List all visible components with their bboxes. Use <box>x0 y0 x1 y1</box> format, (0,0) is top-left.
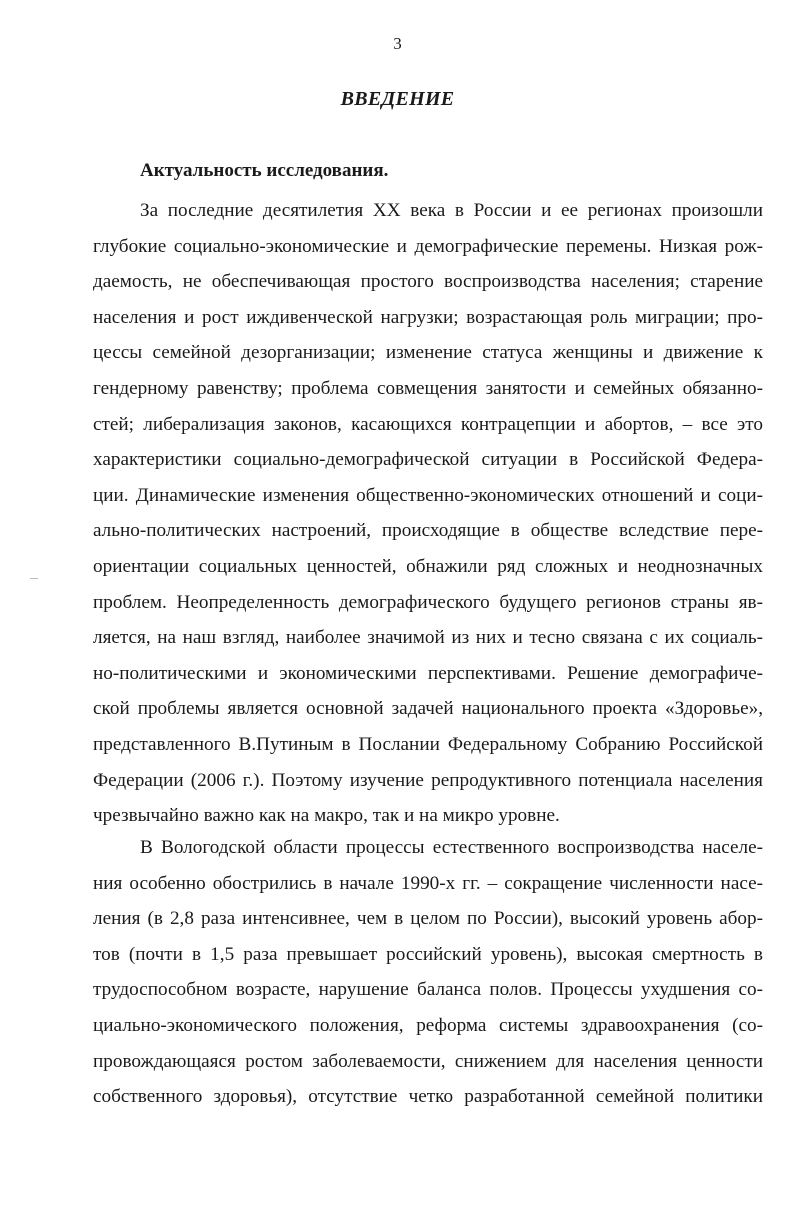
scan-margin-mark <box>30 578 38 579</box>
section-title: Актуальность исследования. <box>140 160 389 181</box>
text-line: характеристики социально-демографической ситуации в Российской Федера- <box>93 449 763 471</box>
paragraph-relevance <box>93 193 763 834</box>
text-line: даемость, не обеспечивающая простого воспроизводства населения; старение <box>93 271 763 293</box>
text-line: стей; либерализация законов, касающихся контрацепции и абортов, – все это <box>93 413 763 435</box>
text-line: цессы семейной дезорганизации; изменение статуса женщины и движение к <box>93 342 763 364</box>
text-line: ния особенно обострились в начале 1990-х гг. – сокращение численности насе- <box>93 872 763 894</box>
paragraph-vologda <box>93 830 763 1115</box>
text-line: В Вологодской области процессы естественного воспроизводства населе- <box>140 837 763 858</box>
text-line: проблем. Неопределенность демографического будущего регионов страны яв- <box>93 591 763 613</box>
text-line: За последние десятилетия XX века в России и ее регионах произошли <box>140 200 763 221</box>
text-line: провождающаяся ростом заболеваемости, снижением для населения ценности <box>93 1050 763 1072</box>
text-line: ально-политических настроений, происходящие в обществе вследствие пере- <box>93 520 763 542</box>
text-line: гендерному равенству; проблема совмещения занятости и семейных обязанно- <box>93 377 763 399</box>
text-line: ления (в 2,8 раза интенсивнее, чем в целом по России), высокий уровень абор- <box>93 908 763 930</box>
text-line: ции. Динамические изменения общественно-экономических отношений и соци- <box>93 484 763 506</box>
text-line: глубокие социально-экономические и демографические перемены. Низкая рож- <box>93 235 763 257</box>
page-number: 3 <box>393 34 402 53</box>
text-line: трудоспособном возрасте, нарушение баланса полов. Процессы ухудшения со- <box>93 979 763 1001</box>
text-line: чрезвычайно важно как на макро, так и на микро уровне. <box>93 805 560 827</box>
text-line: представленного В.Путиным в Послании Федеральному Собранию Российской <box>93 733 763 755</box>
text-line: ориентации социальных ценностей, обнажили ряд сложных и неоднозначных <box>93 555 763 577</box>
text-line: циально-экономического положения, реформа системы здравоохранения (со- <box>93 1014 763 1036</box>
text-line: Федерации (2006 г.). Поэтому изучение репродуктивного потенциала населения <box>93 769 763 791</box>
text-line: тов (почти в 1,5 раза превышает российский уровень), высокая смертность в <box>93 943 763 965</box>
text-line: но-политическими и экономическими перспективами. Решение демографиче- <box>93 662 763 684</box>
text-line: населения и рост иждивенческой нагрузки; возрастающая роль миграции; про- <box>93 306 763 328</box>
text-line: собственного здоровья), отсутствие четко разработанной семейной политики <box>93 1086 763 1108</box>
chapter-heading: ВВЕДЕНИЕ <box>340 88 455 110</box>
text-line: ской проблемы является основной задачей национального проекта «Здоровье», <box>93 698 763 720</box>
text-line: ляется, на наш взгляд, наиболее значимой из них и тесно связана с их социаль- <box>93 627 763 649</box>
